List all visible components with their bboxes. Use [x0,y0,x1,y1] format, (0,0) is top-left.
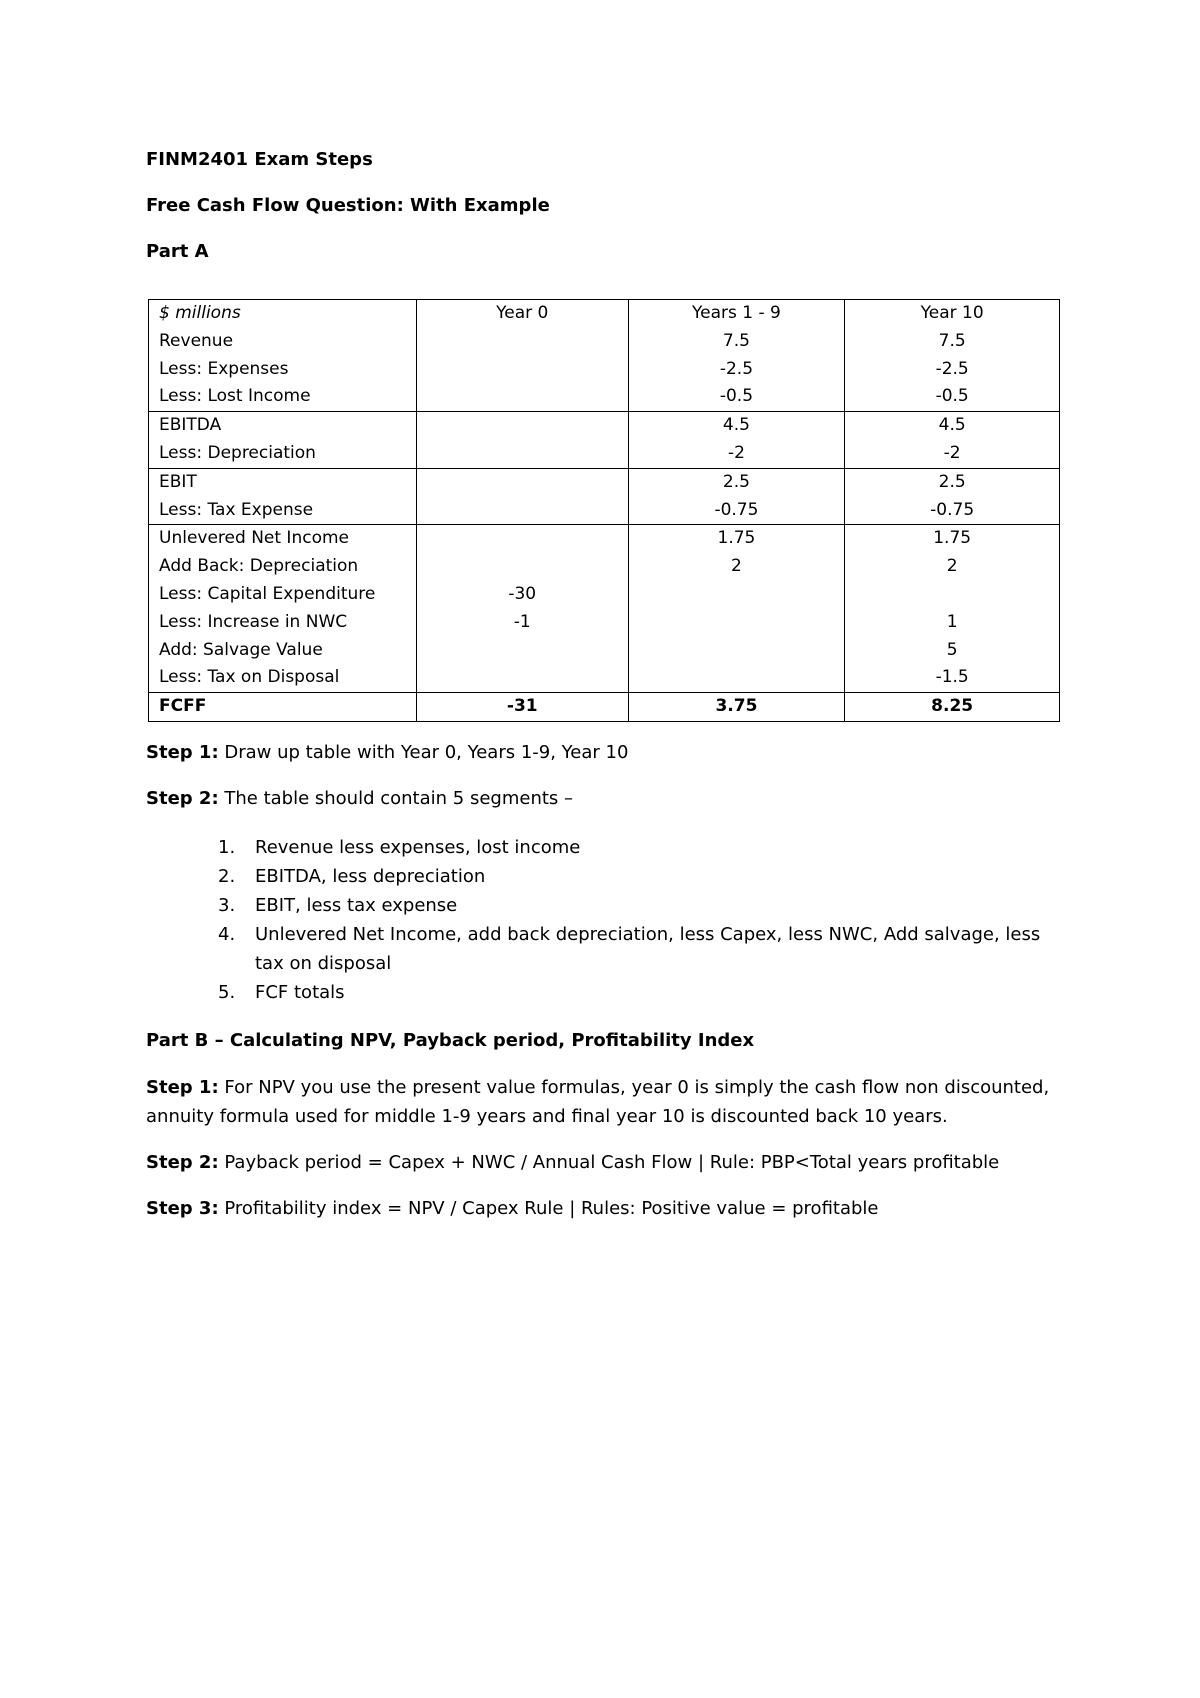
table-row [149,468,1060,496]
list-item [146,862,1046,891]
list-item [146,920,1046,978]
list-text: Revenue less expenses, lost income [255,837,581,858]
table-cell: -1 [416,609,628,637]
table-cell [416,553,628,581]
table-cell [416,664,628,692]
table-row [149,356,1060,384]
part-b-step-2 [146,1151,999,1175]
row-label: Less: Tax Expense [149,497,417,525]
row-label: Add Back: Depreciation [149,553,417,581]
part-b-step-1 [146,1076,1049,1100]
part-a-step-1 [146,741,628,765]
table-cell: 4.5 [845,412,1060,440]
table-row [149,383,1060,411]
table-total-row [149,693,1060,722]
column-header: Year 0 [416,300,628,328]
document-title: FINM2401 Exam Steps [146,149,373,170]
table-cell: 4.5 [628,412,845,440]
table-cell [628,637,845,665]
part-b-step-1-cont: annuity formula used for middle 1-9 years and final year 10 is discounted back 10 years. [146,1106,948,1127]
table-row [149,609,1060,637]
table-cell: -2.5 [845,356,1060,384]
list-text: FCF totals [255,982,345,1003]
step-label: Step 1: [146,1077,219,1098]
table-cell: -2 [628,440,845,468]
step-text: Payback period = Capex + NWC / Annual Cash Flow | Rule: PBP<Total years profitable [218,1152,1000,1173]
table-cell [628,581,845,609]
part-a-step-2 [146,787,573,811]
table-cell [628,664,845,692]
row-label: Less: Increase in NWC [149,609,417,637]
row-label: Less: Capital Expenditure [149,581,417,609]
table-cell [845,581,1060,609]
table-cell: 2 [628,553,845,581]
list-text: EBIT, less tax expense [255,895,458,916]
list-number: 2. [218,866,236,887]
table-cell: 5 [845,637,1060,665]
column-header: Year 10 [845,300,1060,328]
table-cell: -0.75 [628,497,845,525]
row-label: Revenue [149,328,417,356]
step-text: Draw up table with Year 0, Years 1-9, Year 10 [218,742,629,763]
table-row [149,497,1060,525]
list-number: 5. [218,982,236,1003]
table-row [149,664,1060,692]
table-cell: 2 [845,553,1060,581]
row-label: FCFF [149,693,417,722]
step-label: Step 3: [146,1198,219,1219]
row-label: Add: Salvage Value [149,637,417,665]
row-label: Less: Lost Income [149,383,417,411]
table-row [149,525,1060,553]
table-cell: 7.5 [628,328,845,356]
list-number: 1. [218,837,236,858]
table-cell: 8.25 [845,693,1060,722]
list-item [146,978,1046,1007]
document-subtitle: Free Cash Flow Question: With Example [146,195,550,216]
part-a-heading: Part A [146,241,209,262]
table-cell [416,637,628,665]
list-item [146,833,1046,862]
row-label: Less: Depreciation [149,440,417,468]
part-b-heading: Part B – Calculating NPV, Payback period, Profitability Index [146,1030,755,1051]
list-number: 3. [218,895,236,916]
table-cell [416,412,628,440]
table-cell: -30 [416,581,628,609]
table-cell [416,383,628,411]
table-cell: -1.5 [845,664,1060,692]
table-cell [416,328,628,356]
step-label: Step 1: [146,742,219,763]
table-cell: -2 [845,440,1060,468]
table-cell: -31 [416,693,628,722]
table-row [149,581,1060,609]
list-number: 4. [218,924,236,945]
table-cell: 3.75 [628,693,845,722]
list-text: EBITDA, less depreciation [255,866,486,887]
table-cell [416,525,628,553]
step-label: Step 2: [146,1152,219,1173]
step-text: The table should contain 5 segments – [218,788,574,809]
segments-list [146,833,1046,1007]
row-label: Less: Tax on Disposal [149,664,417,692]
column-header: $ millions [149,300,417,328]
table-cell: 2.5 [628,468,845,496]
step-label: Step 2: [146,788,219,809]
table-cell: -0.5 [628,383,845,411]
table-row [149,412,1060,440]
row-label: EBIT [149,468,417,496]
table-row [149,637,1060,665]
part-b-step-3 [146,1197,879,1221]
fcf-table-body [149,300,1060,722]
table-cell: -0.75 [845,497,1060,525]
column-header: Years 1 - 9 [628,300,845,328]
table-cell: -2.5 [628,356,845,384]
step-text: For NPV you use the present value formulas, year 0 is simply the cash flow non discounted, [218,1077,1050,1098]
table-cell: 1.75 [628,525,845,553]
table-cell [416,440,628,468]
table-cell [416,497,628,525]
table-cell [628,609,845,637]
step-text: Profitability index = NPV / Capex Rule | Rules: Positive value = profitable [218,1198,879,1219]
table-cell [416,468,628,496]
row-label: Unlevered Net Income [149,525,417,553]
table-cell: 1 [845,609,1060,637]
list-text: Unlevered Net Income, add back depreciation, less Capex, less NWC, Add salvage, less tax on disposal [255,924,1041,974]
row-label: Less: Expenses [149,356,417,384]
list-item [146,891,1046,920]
table-header-row [149,300,1060,328]
table-cell [416,356,628,384]
table-row [149,440,1060,468]
table-cell: 2.5 [845,468,1060,496]
table-row [149,553,1060,581]
table-cell: 1.75 [845,525,1060,553]
fcf-table [148,299,1060,722]
table-row [149,328,1060,356]
row-label: EBITDA [149,412,417,440]
table-cell: 7.5 [845,328,1060,356]
table-cell: -0.5 [845,383,1060,411]
